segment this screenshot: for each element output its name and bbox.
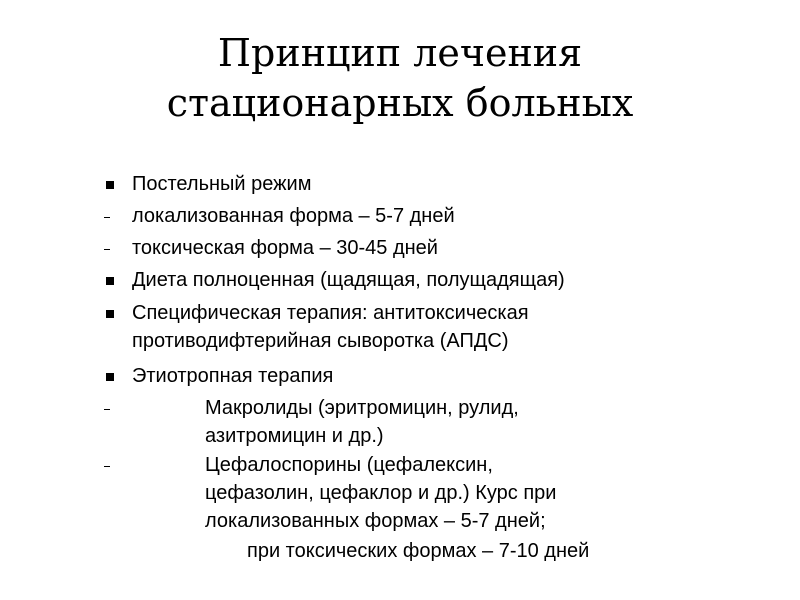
dash-bullet-icon xyxy=(104,409,110,410)
list-item: Этиотропная терапия xyxy=(132,365,334,387)
list-item: Постельный режим xyxy=(132,173,312,195)
dash-bullet-icon xyxy=(104,217,110,218)
list-item: локализованная форма – 5-7 дней xyxy=(132,205,455,227)
list-item-line: локализованных формах – 5-7 дней; xyxy=(205,510,546,532)
list-item-line: азитромицин и др.) xyxy=(205,425,384,447)
list-item-line: цефазолин, цефаклор и др.) Курс при xyxy=(205,482,557,504)
list-item: Диета полноценная (щадящая, полущадящая) xyxy=(132,269,565,291)
slide-title-line-1: Принцип лечения xyxy=(217,31,583,75)
list-item-line: противодифтерийная сыворотка (АПДС) xyxy=(132,330,509,352)
square-bullet-icon xyxy=(106,373,114,381)
list-item: токсическая форма – 30-45 дней xyxy=(132,237,438,259)
list-item-line: Макролиды (эритромицин, рулид, xyxy=(205,397,519,419)
square-bullet-icon xyxy=(106,277,114,285)
square-bullet-icon xyxy=(106,310,114,318)
square-bullet-icon xyxy=(106,181,114,189)
list-item-line: Цефалоспорины (цефалексин, xyxy=(205,454,493,476)
list-item: при токсических формах – 7-10 дней xyxy=(247,540,590,562)
dash-bullet-icon xyxy=(104,249,110,250)
dash-bullet-icon xyxy=(104,466,110,467)
slide-title-line-2: стационарных больных xyxy=(166,81,634,125)
list-item-line: Специфическая терапия: антитоксическая xyxy=(132,302,529,324)
